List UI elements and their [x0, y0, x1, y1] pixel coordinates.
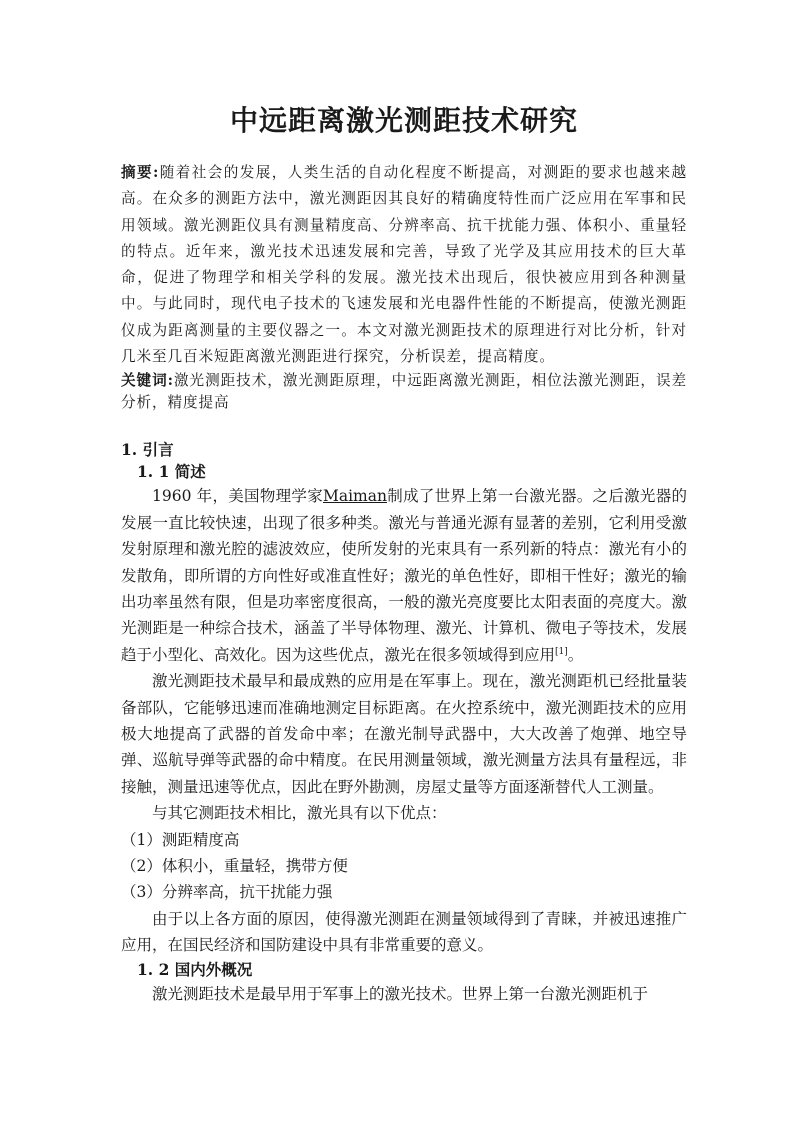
keywords [121, 370, 687, 413]
abstract [121, 160, 687, 370]
abstract-text: 随着社会的发展，人类生活的自动化程度不断提高，对测距的要求也越来越高。在众多的测距方法中，激光测距因其良好的精确度特性而广泛应用在军事和民用领域。激光测距仪具有测量精度高、分辨率高、抗干扰能力强、体积小、重量轻的特点。近年来，激光技术迅速发展和完善，导致了光学及其应用技术的巨大革命，促进了物理学和相关学科的发展。激光技术出现后，很快被应用到各种测量中。与此同时，现代电子技术的飞速发展和光电器件性能的不断提高，使激光测距仪成为距离测量的主要仪器之一。本文对激光测距技术的原理进行对比分析，针对几米至几百米短距离激光测距进行探究，分析误差，提高精度。 [121, 164, 688, 366]
keywords-label: 关键词: [121, 372, 174, 390]
paragraph-history [121, 483, 687, 668]
subsection-heading-overview: 1. 1 简述 [137, 462, 206, 482]
paragraph-conclusion: 由于以上各方面的原因，使得激光测距在测量领域得到了青睐，并被迅速推广应用，在国民经济和国防建设中具有非常重要的意义。 [121, 909, 687, 955]
paragraph-history-body: 制成了世界上第一台激光器。之后激光器的发展一直比较快速，出现了很多种类。激光与普通光源有显著的差别，它利用受激发射原理和激光腔的滤波效应，使所发射的光束具有一系列新的特点：激光有小的发散角，即所谓的方向性好或准直性好；激光的单色性好，即相干性好；激光的输出功率虽然有限，但是功率密度很高，一般的激光亮度要比太阳表面的亮度大。激光测距是一种综合技术，涵盖了半导体物理、激光、计算机、微电子等技术，发展趋于小型化、高效化。因为这些优点，激光在很多领域得到应用 [121, 487, 687, 664]
section-heading-introduction: 1. 引言 [121, 440, 174, 460]
paragraph-status: 激光测距技术是最早用于军事上的激光技术。世界上第一台激光测距机于 [152, 984, 649, 1003]
paper-title: 中远距离激光测距技术研究 [229, 104, 578, 137]
list-item-size: （2）体积小，重量轻，携带方便 [121, 857, 348, 876]
list-item-precision: （1）测距精度高 [121, 830, 240, 849]
paragraph-advantages-intro: 与其它测距技术相比，激光具有以下优点： [152, 804, 447, 823]
paragraph-military: 激光测距技术最早和最成熟的应用是在军事上。现在，激光测距机已经批量装备部队，它能够迅速而准确地测定目标距离。在火控系统中，激光测距技术的应用极大地提高了武器的首发命中率；在激光制导武器中，大大改善了炮弹、地空导弹、巡航导弹等武器的命中精度。在民用测量领域，激光测量方法具有量程远，非接触，测量迅速等优点，因此在野外勘测，房屋丈量等方面逐渐替代人工测量。 [121, 672, 687, 796]
document-page [121, 0, 687, 1007]
citation-ref: [1] [555, 646, 568, 657]
paragraph-history-start: 1960 年，美国物理学家 [152, 487, 323, 506]
subsection-heading-status: 1. 2 国内外概况 [137, 959, 253, 979]
list-item-resolution: （3）分辨率高，抗干扰能力强 [121, 883, 333, 902]
person-name-maiman: Maiman [322, 487, 387, 506]
keywords-text: 激光测距技术，激光测距原理，中远距离激光测距，相位法激光测距，误差分析，精度提高 [121, 372, 687, 411]
abstract-label: 摘要: [121, 164, 160, 181]
paragraph-history-end: 。 [567, 645, 584, 664]
